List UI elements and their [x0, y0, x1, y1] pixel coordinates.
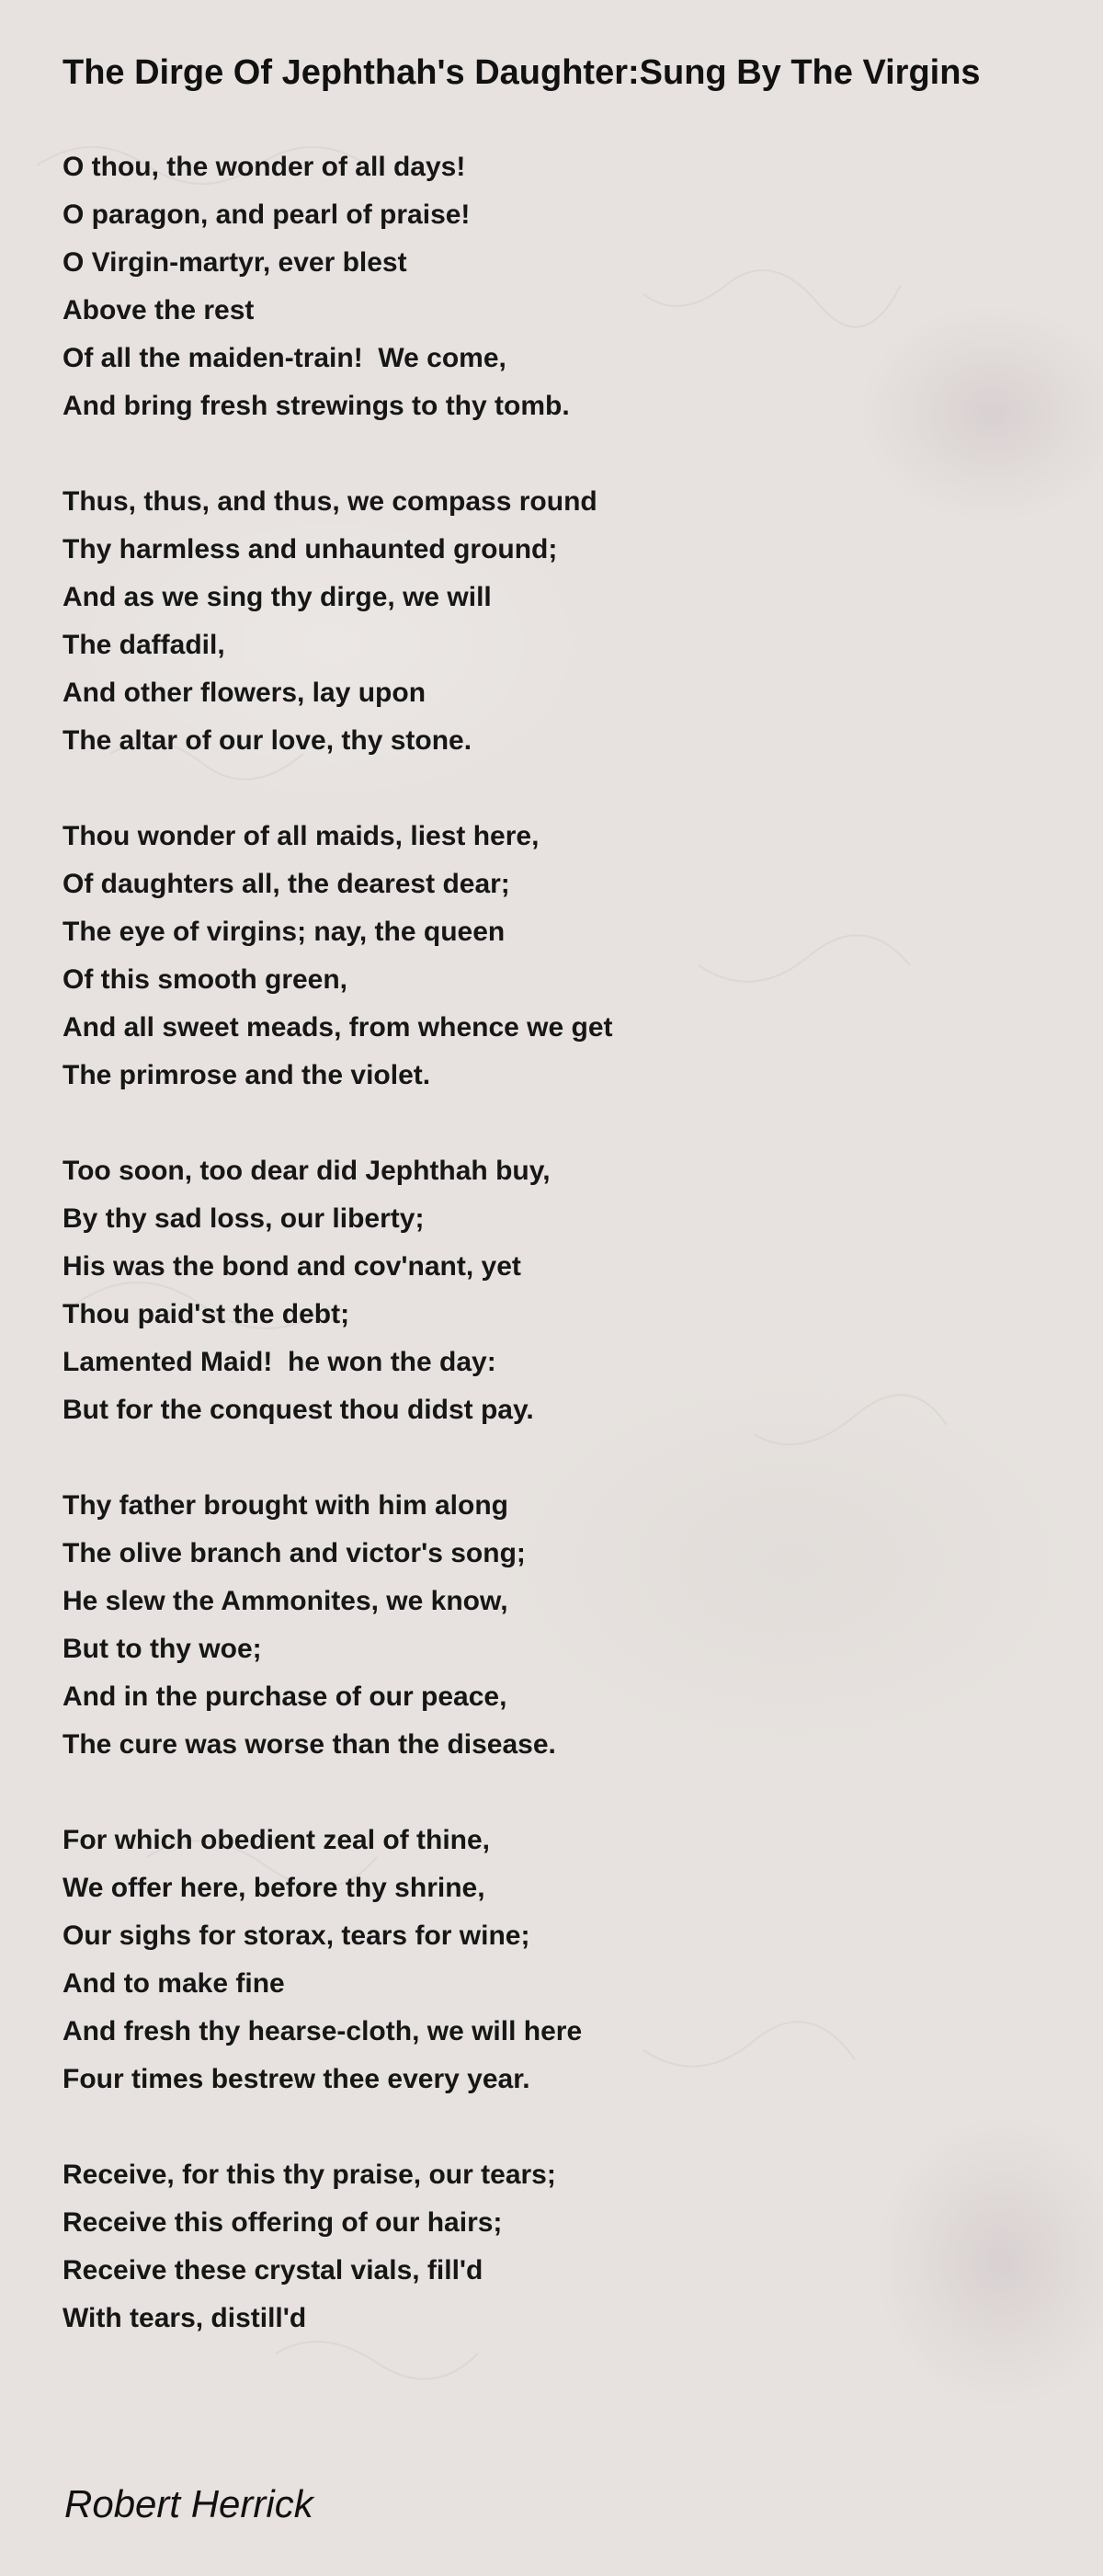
stanza	[63, 1147, 1103, 1434]
poem-body	[63, 143, 1103, 2342]
stanza	[63, 1817, 1103, 2103]
poem-line: Receive these crystal vials, fill'd	[63, 2255, 483, 2285]
poem-line: Lamented Maid! he won the day:	[63, 1347, 496, 1377]
poem-line: O paragon, and pearl of praise!	[63, 199, 471, 230]
poem-line: And bring fresh strewings to thy tomb.	[63, 391, 570, 421]
poem-line: Of daughters all, the dearest dear;	[63, 869, 510, 899]
stanza	[63, 813, 1103, 1100]
poem-line: The olive branch and victor's song;	[63, 1538, 526, 1568]
stanza	[63, 2151, 1103, 2342]
poem-line: We offer here, before thy shrine,	[63, 1873, 485, 1903]
poem-line: The cure was worse than the disease.	[63, 1729, 556, 1760]
poem-line: Of this smooth green,	[63, 964, 348, 995]
poem-line: Thy father brought with him along	[63, 1490, 508, 1521]
poem-line: With tears, distill'd	[63, 2303, 307, 2333]
poem-line: Receive, for this thy praise, our tears;	[63, 2160, 556, 2190]
poem-line: And as we sing thy dirge, we will	[63, 582, 492, 612]
poem-line: Thou wonder of all maids, liest here,	[63, 821, 540, 851]
poem-line: Thy harmless and unhaunted ground;	[63, 534, 558, 564]
poem-line: By thy sad loss, our liberty;	[63, 1203, 425, 1234]
poem-line: Thou paid'st the debt;	[63, 1299, 350, 1329]
author-name: Robert Herrick	[64, 2482, 313, 2525]
poem-line: The daffadil,	[63, 630, 225, 660]
poem-line: He slew the Ammonites, we know,	[63, 1586, 508, 1616]
poem-line: Four times bestrew thee every year.	[63, 2064, 530, 2094]
poem-line: Our sighs for storax, tears for wine;	[63, 1921, 530, 1951]
stanza	[63, 143, 1103, 430]
poem-line: Too soon, too dear did Jephthah buy,	[63, 1156, 551, 1186]
poem-line: Of all the maiden-train! We come,	[63, 343, 506, 373]
poem-title: The Dirge Of Jephthah's Daughter:Sung By The Virgins	[63, 53, 981, 92]
stanza	[63, 1482, 1103, 1769]
poem-line: Thus, thus, and thus, we compass round	[63, 486, 597, 517]
poem-line: And all sweet meads, from whence we get	[63, 1012, 613, 1043]
poem-line: But to thy woe;	[63, 1634, 262, 1664]
stanza	[63, 478, 1103, 765]
poem-line: And in the purchase of our peace,	[63, 1681, 507, 1712]
poem-line: The altar of our love, thy stone.	[63, 725, 472, 756]
poem-line: His was the bond and cov'nant, yet	[63, 1251, 521, 1282]
poem-line: O thou, the wonder of all days!	[63, 152, 466, 182]
poem-line: The eye of virgins; nay, the queen	[63, 917, 506, 947]
poem-line: For which obedient zeal of thine,	[63, 1825, 491, 1855]
poem-line: But for the conquest thou didst pay.	[63, 1395, 534, 1425]
poem-line: Above the rest	[63, 295, 255, 325]
poem-line: The primrose and the violet.	[63, 1060, 431, 1090]
poem-line: And other flowers, lay upon	[63, 678, 426, 708]
poem-line: O Virgin-martyr, ever blest	[63, 247, 407, 278]
poem-line: Receive this offering of our hairs;	[63, 2207, 503, 2238]
poem-line: And to make fine	[63, 1968, 285, 1999]
poem-line: And fresh thy hearse-cloth, we will here	[63, 2016, 583, 2046]
